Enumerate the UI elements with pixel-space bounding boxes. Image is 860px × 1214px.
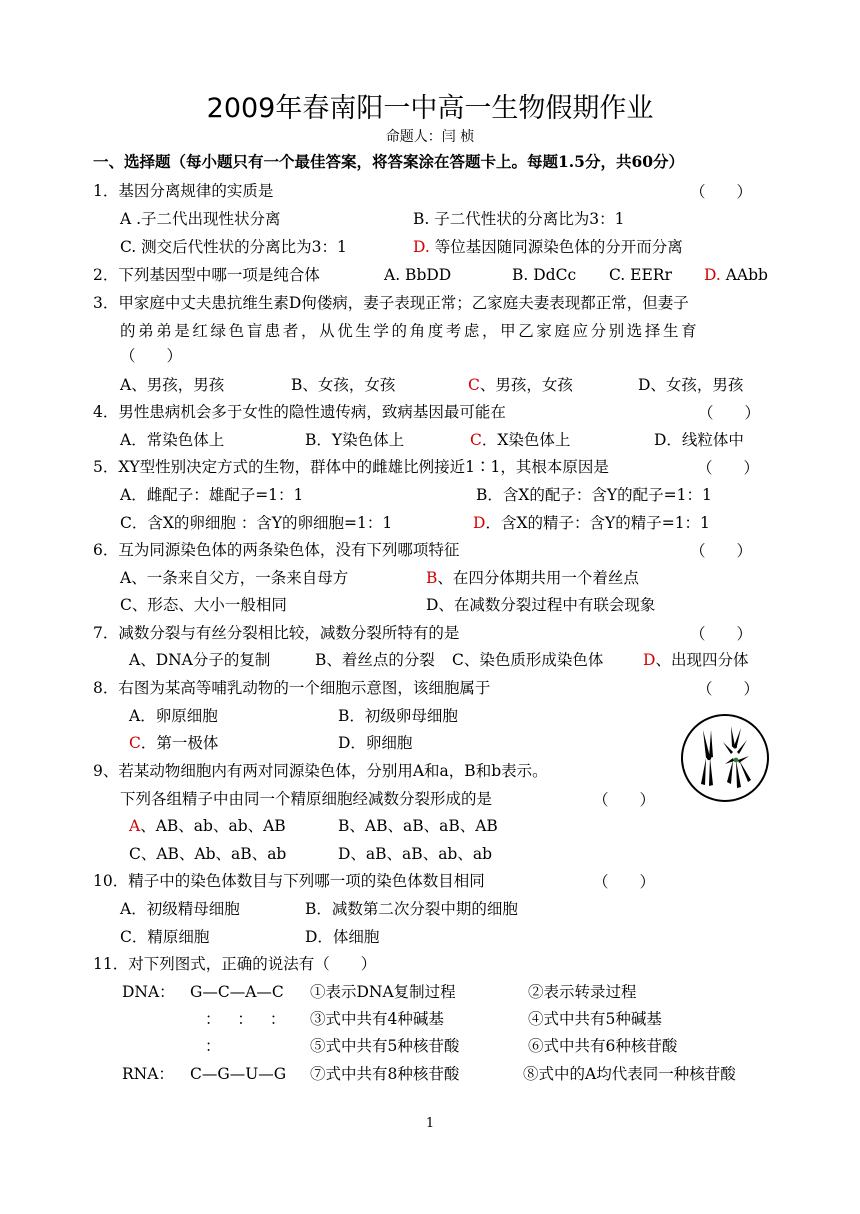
q3-stem-line2: 的弟弟是红绿色盲患者，从优生学的角度考虑，甲乙家庭应分别选择生育: [120, 322, 700, 340]
q6-option-c: C、形态、大小一般相同: [120, 596, 287, 614]
q4-stem: 4．男性患病机会多于女性的隐性遗传病，致病基因最可能在: [93, 403, 506, 421]
q11-statement-1: ①表示DNA复制过程: [310, 983, 456, 1001]
q6-answer-blank: （ ）: [690, 542, 753, 560]
cell-diagram: [679, 712, 771, 804]
q6-stem: 6．互为同源染色体的两条染色体，没有下列哪项特征: [93, 541, 460, 559]
q6-answer-marker: B: [426, 569, 438, 587]
q9-option-c: C、AB、Ab、aB、ab: [129, 845, 287, 863]
q4-option-b: B．Y染色体上: [305, 431, 405, 449]
q11-statement-4: ④式中共有5种碱基: [528, 1010, 662, 1028]
q4-option-c: [470, 429, 570, 451]
q11-rna-sequence: C—G—U—G: [190, 1065, 287, 1083]
q5-answer-blank: （ ）: [697, 459, 760, 477]
q3-option-a: A、男孩，男孩: [120, 376, 225, 394]
q3-option-c-text: 、男孩，女孩: [479, 376, 573, 394]
q3-answer-blank: （ ）: [120, 347, 183, 365]
page-title: 2009年春南阳一中高一生物假期作业: [206, 93, 654, 124]
q8-option-b: B．初级卵母细胞: [338, 707, 458, 725]
q7-option-d: [643, 649, 748, 671]
q11-statement-8: ⑧式中的A均代表同一种核苷酸: [523, 1065, 736, 1083]
q3-option-b: B、女孩，女孩: [291, 376, 396, 394]
q4-option-a: A．常染色体上: [120, 431, 225, 449]
q5-answer-marker: D: [473, 514, 486, 532]
q5-option-a: A．雌配子：雄配子=1：1: [120, 486, 304, 504]
q1-option-b: B. 子二代性状的分离比为3：1: [413, 210, 625, 228]
q2-option-d: [704, 264, 768, 286]
q10-option-c: C．精原细胞: [120, 928, 210, 946]
q8-option-d: D．卵细胞: [338, 734, 413, 752]
q9-option-b: B、AB、aB、aB、AB: [338, 817, 498, 835]
q4-option-d: D．线粒体中: [654, 431, 744, 449]
q7-option-d-text: 、出现四分体: [655, 651, 749, 669]
q7-option-a: A、DNA分子的复制: [129, 651, 271, 669]
q8-answer-marker: C: [129, 734, 141, 752]
q6-option-b-text: 、在四分体期共用一个着丝点: [437, 569, 639, 587]
q11-pairing-dots-1: ： ： ：: [205, 1010, 292, 1028]
q5-option-d: [473, 512, 710, 534]
q11-statement-5: ⑤式中共有5种核苷酸: [310, 1037, 460, 1055]
q2-answer-marker: D.: [704, 266, 721, 284]
q1-option-d-text: 等位基因随同源染色体的分开而分离: [429, 238, 683, 256]
cell-membrane: [682, 715, 768, 801]
q5-option-c: C．含X的卵细胞 ：含Y的卵细胞=1：1: [120, 514, 393, 532]
q11-rna-label: RNA：: [122, 1065, 174, 1083]
q8-option-a: A．卵原细胞: [129, 707, 218, 725]
q4-answer-marker: C: [470, 431, 482, 449]
q8-option-c-text: ．第一极体: [140, 734, 219, 752]
page-number: 1: [425, 1116, 435, 1131]
q7-option-c: C、染色质形成染色体: [452, 651, 604, 669]
q10-stem: 10．精子中的染色体数目与下列哪一项的染色体数目相同: [93, 872, 485, 890]
q10-option-a: A．初级精母细胞: [120, 900, 240, 918]
q3-answer-marker: C: [468, 376, 480, 394]
q5-option-b: B．含X的配子：含Y的配子=1：1: [476, 486, 712, 504]
q11-statement-6: ⑥式中共有6种核苷酸: [528, 1037, 678, 1055]
q1-stem: 1．基因分离规律的实质是: [93, 182, 274, 200]
q3-option-d: D、女孩，男孩: [638, 376, 744, 394]
q5-option-d-text: ．含X的精子：含Y的精子=1：1: [485, 514, 710, 532]
q6-option-d: D、在减数分裂过程中有联会现象: [426, 596, 656, 614]
q11-dna-sequence: G—C—A—C: [190, 983, 284, 1001]
q1-answer-blank: （ ）: [690, 183, 753, 201]
q4-option-c-text: ．X染色体上: [481, 431, 571, 449]
q11-pairing-dots-2: ：: [205, 1037, 221, 1055]
section-heading: 一、选择题（每小题只有一个最佳答案，将答案涂在答题卡上。每题1.5分，共60分）: [93, 152, 685, 171]
q6-option-b: [426, 567, 639, 589]
q2-option-d-text: AAbb: [720, 266, 768, 284]
q9-stem-line2: 下列各组精子中由同一个精原细胞经减数分裂形成的是: [120, 790, 493, 808]
q2-option-b: B. DdCc: [512, 266, 577, 284]
q11-statement-3: ③式中共有4种碱基: [310, 1010, 444, 1028]
q1-option-c: C. 测交后代性状的分离比为3：1: [120, 238, 347, 256]
q3-stem-line1: 3．甲家庭中丈夫患抗维生素D佝偻病，妻子表现正常；乙家庭夫妻表现都正常，但妻子: [93, 294, 689, 312]
q10-answer-blank: （ ）: [593, 873, 656, 891]
q10-option-d: D．体细胞: [305, 928, 380, 946]
q10-option-b: B．减数第二次分裂中期的细胞: [305, 900, 518, 918]
q2-stem: 2．下列基因型中哪一项是纯合体: [93, 266, 320, 284]
author-line: 命题人：闫 桢: [385, 129, 475, 145]
q9-answer-blank: （ ）: [593, 791, 656, 809]
q9-option-a: [129, 815, 286, 837]
q9-option-a-text: 、AB、ab、ab、AB: [140, 817, 286, 835]
q11-stem: 11．对下列图式，正确的说法有（ ）: [93, 955, 377, 973]
q1-option-d: [413, 236, 683, 258]
q1-answer-marker: D.: [413, 238, 430, 256]
q9-stem-line1: 9、若某动物细胞内有两对同源染色体，分别用A和a，B和b表示。: [93, 762, 548, 780]
q9-option-d: D、aB、aB、ab、ab: [338, 845, 493, 863]
q8-stem: 8．右图为某高等哺乳动物的一个细胞示意图，该细胞属于: [93, 679, 491, 697]
q8-option-c: [129, 732, 218, 754]
chromosomes: [701, 726, 751, 788]
q2-option-c: C. EERr: [609, 266, 672, 284]
q11-statement-7: ⑦式中共有8种核苷酸: [310, 1065, 460, 1083]
q4-answer-blank: （ ）: [698, 404, 761, 422]
q9-answer-marker: A: [129, 817, 141, 835]
q7-option-b: B、着丝点的分裂: [315, 651, 435, 669]
q7-answer-blank: （ ）: [690, 625, 753, 643]
q11-statement-2: ②表示转录过程: [528, 983, 637, 1001]
q7-answer-marker: D: [643, 651, 656, 669]
q11-dna-label: DNA：: [122, 983, 175, 1001]
q2-option-a: A. BbDD: [384, 266, 452, 284]
q7-stem: 7．减数分裂与有丝分裂相比较，减数分裂所特有的是: [93, 624, 460, 642]
q5-stem: 5．XY型性别决定方式的生物，群体中的雌雄比例接近1∶1，其根本原因是: [93, 458, 609, 476]
q3-option-c: [468, 374, 573, 396]
q6-option-a: A、一条来自父方，一条来自母方: [120, 569, 349, 587]
q8-answer-blank: （ ）: [697, 680, 760, 698]
q1-option-a: A .子二代出现性状分离: [120, 210, 281, 228]
